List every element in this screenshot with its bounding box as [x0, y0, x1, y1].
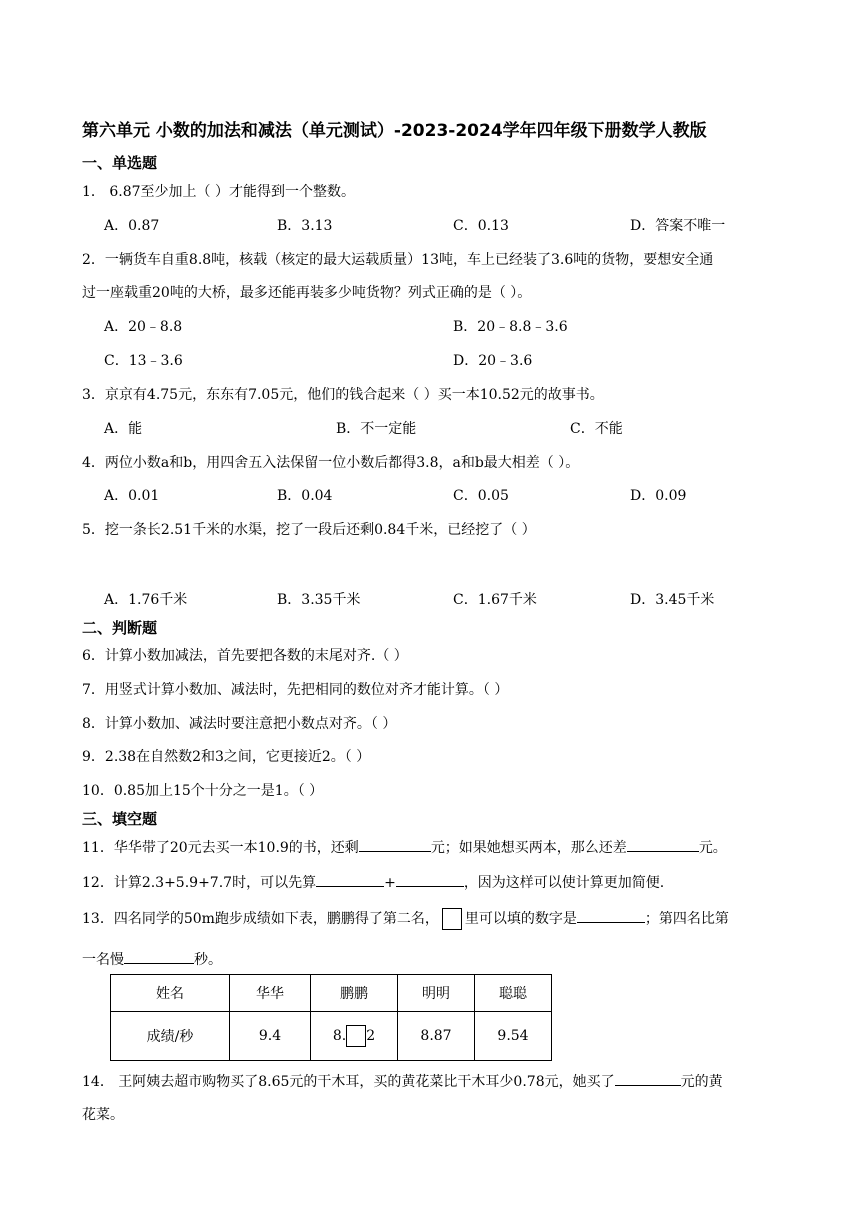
q11-text-1: 11．华华带了20元去买一本10.9的书，还剩	[82, 840, 359, 856]
table-cell: 9.54	[475, 1012, 552, 1061]
q5-option-b: B．3.35千米	[277, 592, 361, 608]
cell-text-right: 2	[366, 1028, 376, 1044]
question-13-line2	[82, 949, 222, 969]
question-2-stem-line1: 2．一辆货车自重8.8吨，核载（核定的最大运载质量）13吨，车上已经装了3.6吨的货物，要想安全通	[82, 252, 714, 268]
table-header-row	[111, 975, 552, 1012]
table-row-label: 成绩/秒	[111, 1012, 230, 1061]
q4-option-b: B．0.04	[277, 488, 333, 504]
q13-text-5: 秒。	[194, 952, 222, 968]
q11-blank-2[interactable]	[627, 837, 699, 852]
question-8: 8．计算小数加、减法时要注意把小数点对齐。（ ）	[82, 716, 397, 732]
table-cell-with-box	[311, 1012, 398, 1061]
q11-blank-1[interactable]	[359, 837, 431, 852]
question-11	[82, 837, 727, 857]
q13-text-1: 13．四名同学的50m跑步成绩如下表，鹏鹏得了第二名，	[82, 911, 439, 927]
q4-option-a: A．0.01	[104, 488, 160, 504]
table-header-cell: 姓名	[111, 975, 230, 1012]
q12-text-3: ，因为这样可以使计算更加简便.	[463, 875, 665, 891]
q13-digit-box	[442, 908, 462, 930]
q13-text-3: ；第四名比第	[644, 911, 729, 927]
table-header-cell: 聪聪	[475, 975, 552, 1012]
q12-blank-2[interactable]	[396, 872, 464, 887]
question-14-line2: 花菜。	[82, 1107, 124, 1123]
cell-digit-box	[346, 1025, 366, 1047]
question-12	[82, 872, 664, 892]
table-cell: 8.87	[398, 1012, 475, 1061]
q11-text-3: 元。	[698, 840, 727, 856]
question-7: 7．用竖式计算小数加、减法时，先把相同的数位对齐才能计算。（ ）	[82, 682, 509, 698]
question-13-line1	[82, 908, 729, 930]
q12-plus: +	[384, 875, 396, 891]
q2-option-c: C．13﹣3.6	[104, 353, 183, 369]
table-header-cell: 华华	[230, 975, 311, 1012]
q5-option-d: D．3.45千米	[630, 592, 715, 608]
question-5-stem: 5．挖一条长2.51千米的水渠，挖了一段后还剩0.84千米，已经挖了（ ）	[82, 522, 536, 538]
q13-blank-1[interactable]	[577, 908, 645, 923]
q12-blank-1[interactable]	[316, 872, 384, 887]
running-score-table	[110, 974, 552, 1061]
q1-option-d: D．答案不唯一	[630, 218, 726, 234]
q14-text-2: 元的黄	[680, 1074, 723, 1090]
q4-option-c: C．0.05	[453, 488, 509, 504]
question-1-stem: 1． 6.87至少加上（ ）才能得到一个整数。	[82, 184, 355, 200]
q2-option-a: A．20﹣8.8	[104, 319, 183, 335]
q14-text-1: 14． 王阿姨去超市购物买了8.65元的干木耳，买的黄花菜比干木耳少0.78元，她买了	[82, 1074, 615, 1090]
question-4-stem: 4．两位小数a和b，用四舍五入法保留一位小数后都得3.8，a和b最大相差（ ）。	[82, 455, 580, 471]
q5-option-a: A．1.76千米	[104, 592, 188, 608]
q2-option-b: B．20﹣8.8﹣3.6	[453, 319, 568, 335]
question-3-stem: 3．京京有4.75元，东东有7.05元，他们的钱合起来（ ）买一本10.52元的故事书。	[82, 387, 604, 403]
table-cell: 9.4	[230, 1012, 311, 1061]
section-heading-fill-blank: 三、填空题	[82, 810, 158, 828]
question-6: 6．计算小数加减法，首先要把各数的末尾对齐.（ ）	[82, 648, 408, 664]
question-2-stem-line2: 过一座载重20吨的大桥，最多还能再装多少吨货物？列式正确的是（ ）。	[82, 285, 532, 301]
section-heading-true-false: 二、判断题	[82, 619, 158, 637]
page-title: 第六单元 小数的加法和减法（单元测试）-2023-2024学年四年级下册数学人教版	[82, 121, 707, 141]
q1-option-b: B．3.13	[277, 218, 333, 234]
q1-option-a: A．0.87	[104, 218, 160, 234]
q3-option-a: A．能	[104, 421, 143, 437]
q11-text-2: 元；如果她想买两本，那么还差	[430, 840, 627, 856]
q12-text-1: 12．计算2.3+5.9+7.7时，可以先算	[82, 875, 317, 891]
q13-blank-2[interactable]	[124, 949, 194, 964]
table-row	[111, 1012, 552, 1061]
question-14-line1	[82, 1071, 723, 1091]
q3-option-b: B．不一定能	[336, 421, 417, 437]
q1-option-c: C．0.13	[453, 218, 509, 234]
question-9: 9．2.38在自然数2和3之间，它更接近2。（ ）	[82, 749, 371, 765]
cell-text-left: 8.	[332, 1028, 347, 1044]
q2-option-d: D．20﹣3.6	[453, 353, 533, 369]
q3-option-c: C．不能	[570, 421, 623, 437]
q13-text-4: 一名慢	[82, 952, 124, 968]
question-10: 10．0.85加上15个十分之一是1。（ ）	[82, 783, 324, 799]
table-header-cell: 明明	[398, 975, 475, 1012]
q5-option-c: C．1.67千米	[453, 592, 537, 608]
q13-text-2: 里可以填的数字是	[464, 911, 577, 927]
table-header-cell: 鹏鹏	[311, 975, 398, 1012]
q4-option-d: D．0.09	[630, 488, 687, 504]
q14-blank[interactable]	[615, 1071, 681, 1086]
section-heading-single-choice: 一、单选题	[82, 154, 158, 172]
